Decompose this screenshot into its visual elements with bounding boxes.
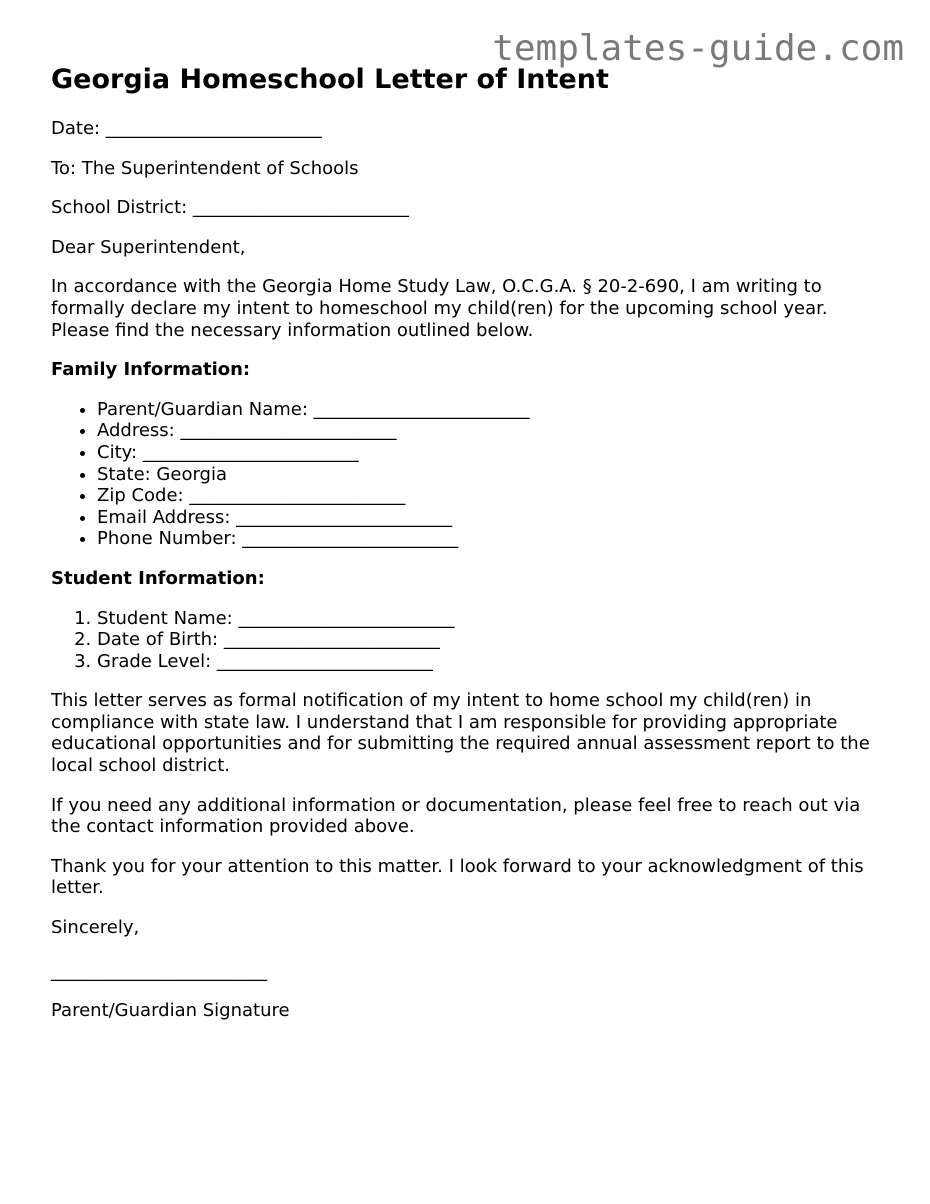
list-item-phone: • Phone Number: ________________________ bbox=[97, 528, 891, 550]
list-item-grade-level: 3. Grade Level: ________________________ bbox=[97, 651, 891, 673]
signature-label: Parent/Guardian Signature bbox=[51, 1000, 290, 1022]
notification-paragraph: This letter serves as formal notification of my intent to home school my child(ren) in compliance with state law. I understand that I am responsible for providing appropriate educational opportunities and for submitting the required annual assessment report to the local school district. bbox=[51, 690, 870, 777]
signature-line: ________________________ bbox=[51, 960, 267, 982]
salutation: Dear Superintendent, bbox=[51, 236, 246, 258]
school-district-field: School District: ________________________ bbox=[51, 197, 409, 219]
list-item-state: • State: Georgia bbox=[97, 464, 891, 486]
closing: Sincerely, bbox=[51, 917, 140, 939]
list-item-city: • City: ________________________ bbox=[97, 442, 891, 464]
list-item-parent-name: • Parent/Guardian Name: ________________________ bbox=[97, 399, 891, 421]
list-item-email: • Email Address: ________________________ bbox=[97, 507, 891, 529]
student-info-heading: Student Information: bbox=[51, 567, 265, 589]
list-item-student-name: 1. Student Name: ________________________ bbox=[97, 608, 891, 630]
letter-document bbox=[51, 64, 891, 1022]
recipient-line: To: The Superintendent of Schools bbox=[51, 157, 359, 179]
list-item-date-of-birth: 2. Date of Birth: ________________________ bbox=[97, 629, 891, 651]
family-info-heading: Family Information: bbox=[51, 359, 251, 381]
watermark-text: templates-guide.com bbox=[492, 28, 904, 69]
contact-paragraph: If you need any additional information or documentation, please feel free to reach out via the contact information provided above. bbox=[51, 794, 861, 838]
intro-paragraph: In accordance with the Georgia Home Study Law, O.C.G.A. § 20-2-690, I am writing to formally declare my intent to homeschool my child(ren) for the upcoming school year. Please find the necessary information outlined below. bbox=[51, 276, 828, 341]
list-item-zip-code: • Zip Code: ________________________ bbox=[97, 485, 891, 507]
thanks-paragraph: Thank you for your attention to this matter. I look forward to your acknowledgment of this letter. bbox=[51, 855, 864, 899]
family-info-list bbox=[51, 399, 891, 550]
student-info-list bbox=[51, 608, 891, 673]
document-title: Georgia Homeschool Letter of Intent bbox=[51, 64, 609, 95]
date-field: Date: ________________________ bbox=[51, 118, 322, 139]
list-item-address: • Address: ________________________ bbox=[97, 420, 891, 442]
